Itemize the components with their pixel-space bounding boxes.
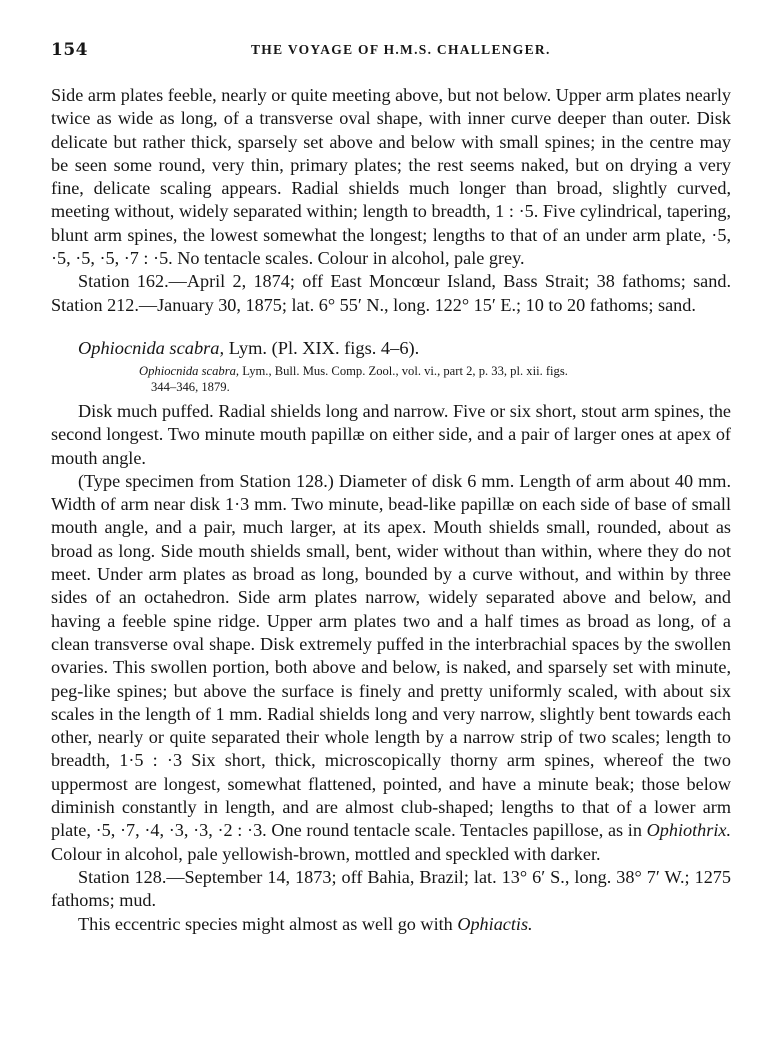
synonym-citation: Lym., Bull. Mus. Comp. Zool., vol. vi., part 2, p. 33, pl. xii. figs. xyxy=(242,363,568,378)
paragraph-remark xyxy=(51,913,731,936)
page-header xyxy=(51,40,731,64)
paragraph-station-128: Station 128.—September 14, 1873; off Bahia, Brazil; lat. 13° 6′ S., long. 38° 7′ W.; 1275 fathoms; mud. xyxy=(51,866,731,911)
synonym-name: Ophiocnida scabra, xyxy=(139,363,240,378)
paragraph-stations: Station 162.—April 2, 1874; off East Moncœur Island, Bass Strait; 38 fathoms; sand. Station 212.—January 30, 1875; lat. 6° 55′ N., long. 122° 15′ E.; 10 to 20 fathoms; sand. xyxy=(51,271,731,315)
type-specimen-text: (Type specimen from Station 128.) Diameter of disk 6 mm. Length of arm about 40 mm. Width of arm near disk 1·3 mm. Two minute, bead-like papillæ on each side of base of small mouth angle, and a pair, much larger, at its apex. Mouth shields small, rounded, about as broad as long. Side mouth shields small, bent, wider without than within, where they do not meet. Under arm plates as broad as long, bounded by a curve without, and within by three sides of an octahedron. Side arm plates narrow, widely separated above and below, and having a feeble spine ridge. Upper arm plates two and a half times as broad as long, of a clean transverse oval shape. Disk extremely puffed in the interbrachial spaces by the swollen ovaries. This swollen portion, both above and below, is naked, and sparsely set with minute, peg-like spines; but above the surface is finely and pretty uniformly scaled, with about six scales in the length of 1 mm. Radial shields long and very narrow, slightly bent towards each other, nearly or quite separated their whole length by a narrow strip of two scales; length to breadth, 1·5 : ·3 Six short, thick, microscopically thorny arm spines, whereof the two uppermost are longest, somewhat flattened, pointed, and have a minute beak; those below diminish constantly in length, and are almost club-shaped; lengths to that of a lower arm plate, ·5, ·7, ·4, ·3, ·3, ·2 : ·3. One round tentacle scale. Tentacles papillose, as in xyxy=(51,470,731,841)
genus-ophiactis: Ophiactis. xyxy=(457,913,533,934)
genus-ophiothrix: Ophiothrix. xyxy=(646,820,731,841)
species-heading xyxy=(78,337,731,360)
remark-text: This eccentric species might almost as well go with xyxy=(78,913,453,934)
page-number: 154 xyxy=(51,40,88,60)
running-title: THE VOYAGE OF H.M.S. CHALLENGER. xyxy=(251,42,551,57)
synonym-reference xyxy=(139,363,731,395)
type-specimen-colour: Colour in alcohol, pale yellowish-brown, mottled and speckled with darker. xyxy=(51,843,601,864)
synonym-citation-cont: 344–346, 1879. xyxy=(151,379,230,394)
species-name: Ophiocnida scabra, xyxy=(78,337,225,358)
paragraph-type-specimen xyxy=(51,470,731,866)
species-author-plate: Lym. (Pl. XIX. figs. 4–6). xyxy=(228,337,420,358)
paragraph-diagnosis: Disk much puffed. Radial shields long and narrow. Five or six short, stout arm spines, the second longest. Two minute mouth papillæ on either side, and a pair of larger ones at apex of mouth angle. xyxy=(51,400,731,468)
paragraph-description-end: Side arm plates feeble, nearly or quite meeting above, but not below. Upper arm plates nearly twice as wide as long, of a transverse oval shape, with inner curve deeper than outer. Disk delicate but rather thick, sparsely set above and below with small spines; in the centre may be seen some round, very thin, primary plates; the rest seems naked, but on drying a very fine, delicate scaling appears. Radial shields much longer than broad, slightly curved, meeting without, widely separated within; length to breadth, 1 : ·5. Five cylindrical, tapering, blunt arm spines, the lowest somewhat the longest; lengths to that of an under arm plate, ·5, ·5, ·5, ·5, ·7 : ·5. No tentacle scales. Colour in alcohol, pale grey. xyxy=(51,85,731,269)
page xyxy=(51,40,731,936)
